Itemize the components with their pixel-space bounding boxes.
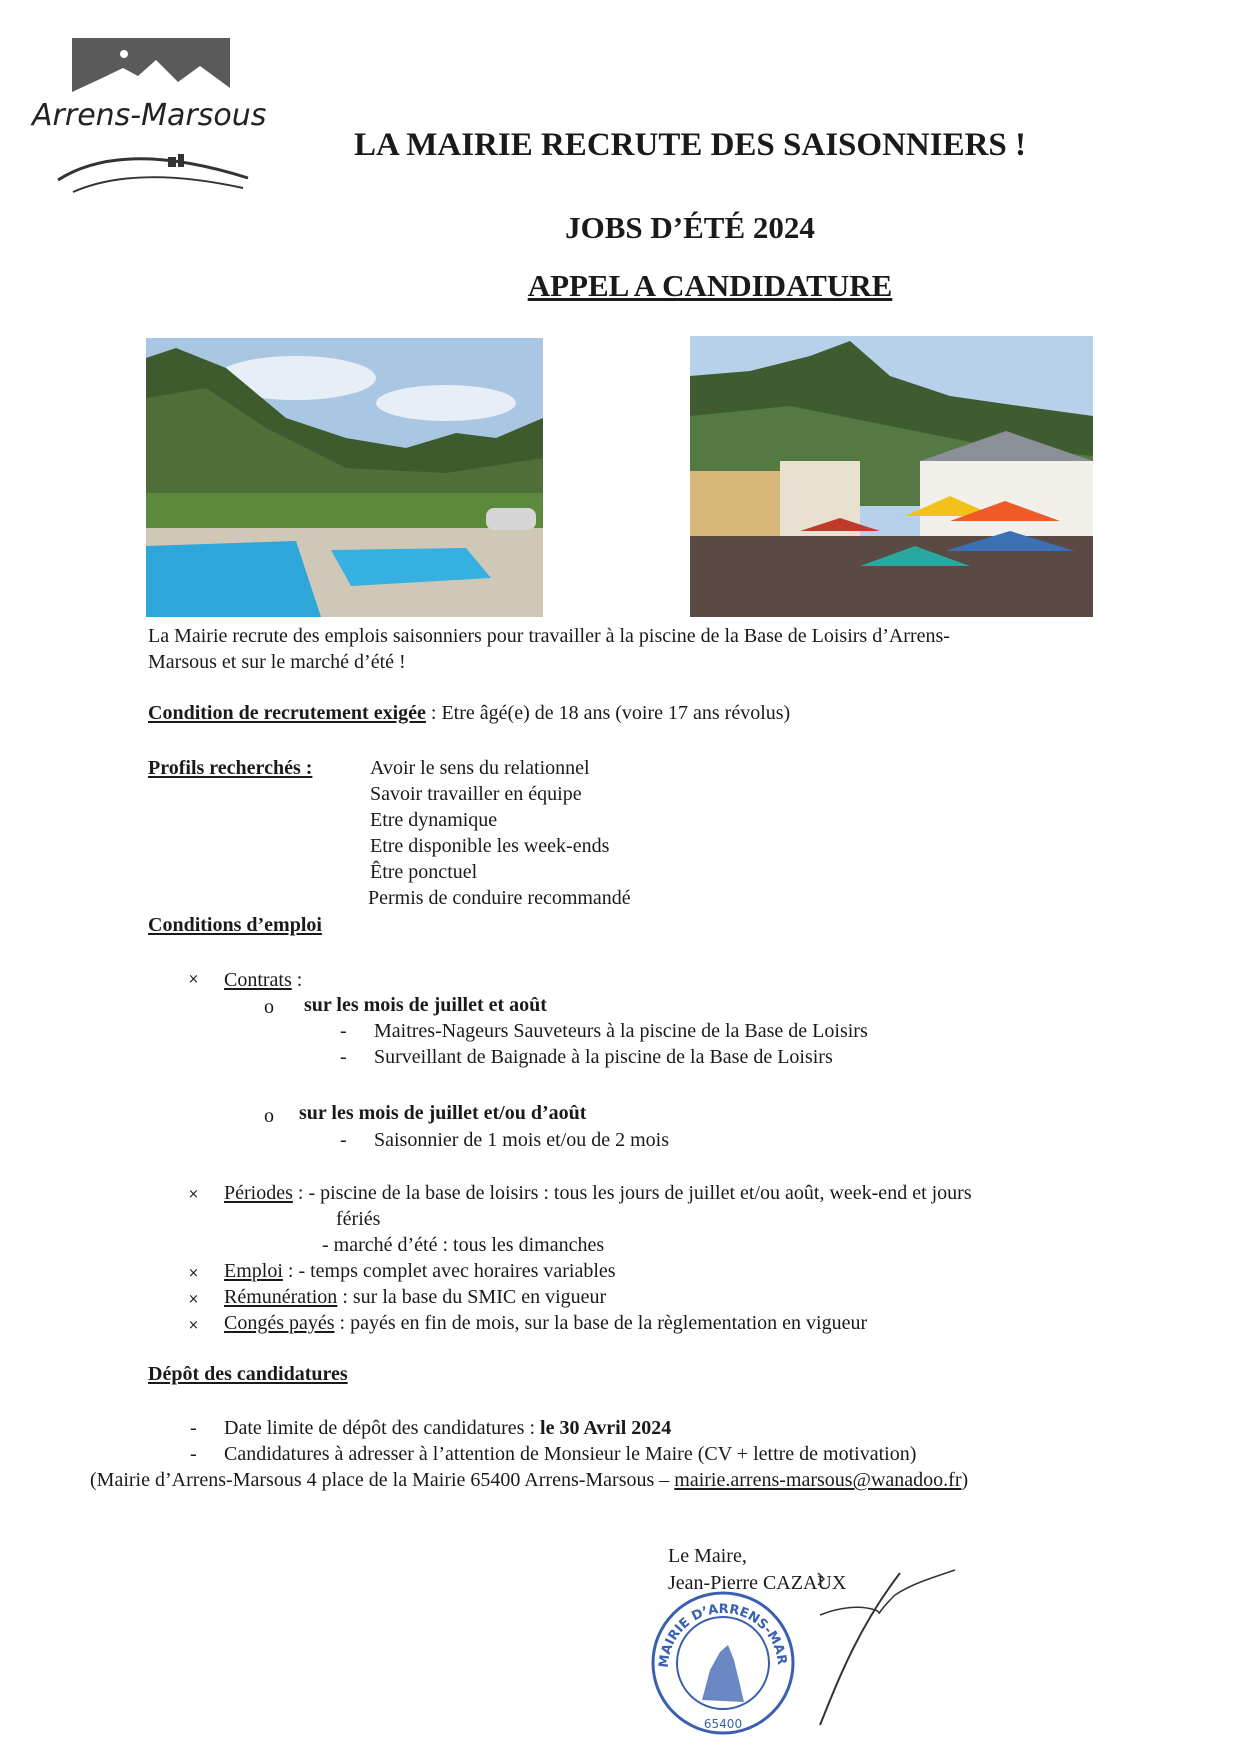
profile-item: Être ponctuel bbox=[370, 861, 478, 883]
circle-bullet-icon: o bbox=[264, 1105, 274, 1127]
handwritten-signature bbox=[800, 1565, 960, 1735]
bullet-icon: × bbox=[188, 1187, 199, 1202]
profile-item: Etre dynamique bbox=[370, 809, 498, 831]
address-text: (Mairie d’Arrens-Marsous 4 place de la Mairie 65400 Arrens-Marsous – bbox=[90, 1469, 675, 1491]
bullet-icon: × bbox=[188, 972, 199, 987]
periods-line-2: fériés bbox=[336, 1208, 381, 1230]
profile-item: Avoir le sens du relationnel bbox=[370, 757, 590, 779]
contract-group-title: sur les mois de juillet et août bbox=[304, 994, 547, 1016]
job-line bbox=[224, 1258, 616, 1284]
address-close: ) bbox=[961, 1469, 969, 1491]
contract-item: Maitres-Nageurs Sauveteurs à la piscine de la Base de Loisirs bbox=[374, 1020, 868, 1042]
send-line: Candidatures à adresser à l’attention de Monsieur le Maire (CV + lettre de motivation) bbox=[224, 1443, 917, 1465]
address-line bbox=[90, 1467, 968, 1493]
town-logo bbox=[28, 30, 278, 205]
deadline-text: Date limite de dépôt des candidatures : bbox=[224, 1417, 541, 1439]
deadline-date: le 30 Avril 2024 bbox=[540, 1417, 672, 1439]
email-link[interactable]: mairie.arrens-marsous@wanadoo.fr bbox=[674, 1469, 962, 1491]
contracts-label: Contrats bbox=[224, 969, 292, 991]
contracts-colon: : bbox=[291, 969, 303, 991]
pay-text: : sur la base du SMIC en vigueur bbox=[337, 1286, 607, 1308]
mairie-stamp-icon bbox=[650, 1590, 796, 1736]
periods-line-3: - marché d’été : tous les dimanches bbox=[322, 1234, 605, 1256]
call-heading: APPEL A CANDIDATURE bbox=[527, 268, 893, 303]
stamp-code: 65400 bbox=[703, 1717, 743, 1731]
dash-bullet: - bbox=[340, 1020, 347, 1042]
condition-text: : Etre âgé(e) de 18 ans (voire 17 ans révolus) bbox=[425, 702, 791, 724]
pay-line bbox=[224, 1284, 606, 1310]
recruitment-condition bbox=[148, 700, 790, 726]
logo-text: Arrens-Marsous bbox=[32, 98, 267, 133]
pay-label: Rémunération bbox=[224, 1286, 338, 1308]
stamp-text: MAIRIE D’ARRENS-MAR bbox=[656, 1601, 790, 1669]
condition-label: Condition de recrutement exigée bbox=[148, 702, 426, 724]
intro-line-1: La Mairie recrute des emplois saisonniers pour travailler à la piscine de la Base de Loisirs d’Arrens- bbox=[148, 625, 950, 647]
page-title: LA MAIRIE RECRUTE DES SAISONNIERS ! bbox=[353, 127, 1027, 163]
dash-bullet: - bbox=[190, 1417, 197, 1439]
intro-line-2: Marsous et sur le marché d’été ! bbox=[148, 651, 406, 673]
signature-name: Jean-Pierre CAZAUX bbox=[668, 1572, 847, 1594]
dash-bullet: - bbox=[190, 1443, 197, 1465]
job-label: Emploi bbox=[224, 1260, 283, 1282]
periods-label: Périodes bbox=[224, 1182, 293, 1204]
dash-bullet: - bbox=[340, 1046, 347, 1068]
profiles-label: Profils recherchés : bbox=[148, 757, 313, 779]
employment-label: Conditions d’emploi bbox=[148, 914, 322, 936]
bullet-icon: × bbox=[188, 1292, 199, 1307]
leave-label: Congés payés bbox=[224, 1312, 335, 1334]
leave-text: : payés en fin de mois, sur la base de la règlementation en vigueur bbox=[334, 1312, 868, 1334]
applications-label: Dépôt des candidatures bbox=[148, 1363, 348, 1385]
profile-item: Etre disponible les week-ends bbox=[370, 835, 610, 857]
bullet-icon: × bbox=[188, 1266, 199, 1281]
contract-item: Surveillant de Baignade à la piscine de la Base de Loisirs bbox=[374, 1046, 833, 1068]
periods-text: : - piscine de la base de loisirs : tous les jours de juillet et/ou août, week-end et jours bbox=[292, 1182, 972, 1204]
page-subtitle: JOBS D’ÉTÉ 2024 bbox=[565, 210, 815, 245]
periods-line-1 bbox=[224, 1180, 972, 1206]
contract-item: Saisonnier de 1 mois et/ou de 2 mois bbox=[374, 1129, 669, 1151]
pool-photo bbox=[146, 338, 543, 617]
bullet-icon: × bbox=[188, 1318, 199, 1333]
market-photo bbox=[690, 336, 1093, 617]
signature-role: Le Maire, bbox=[668, 1545, 747, 1567]
circle-bullet-icon: o bbox=[264, 996, 274, 1018]
contract-group-title: sur les mois de juillet et/ou d’août bbox=[299, 1102, 587, 1124]
leave-line bbox=[224, 1310, 867, 1336]
contracts-heading bbox=[224, 967, 302, 993]
profile-item: Savoir travailler en équipe bbox=[370, 783, 582, 805]
deadline-line bbox=[224, 1415, 671, 1441]
job-text: : - temps complet avec horaires variables bbox=[282, 1260, 616, 1282]
profile-item: Permis de conduire recommandé bbox=[368, 887, 631, 909]
dash-bullet: - bbox=[340, 1129, 347, 1151]
